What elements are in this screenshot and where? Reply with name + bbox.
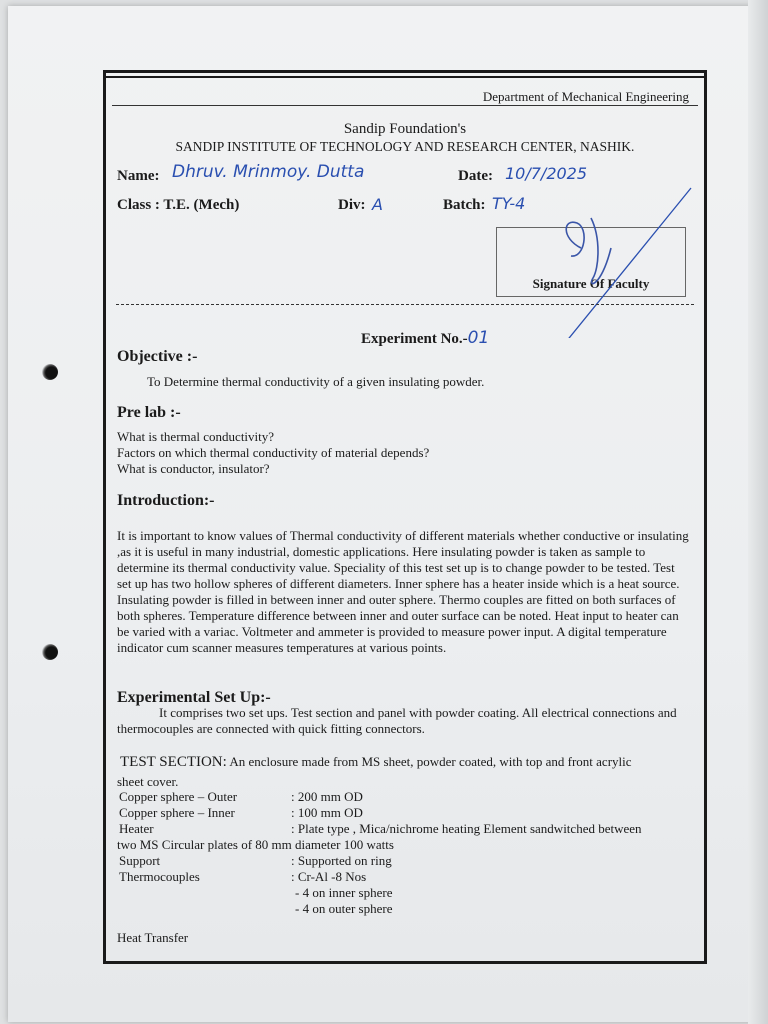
- foundation-title: Sandip Foundation's: [343, 121, 467, 137]
- experiment-label: Experiment No.-: [361, 331, 468, 347]
- department-rule: [112, 105, 698, 106]
- spec-value: : Supported on ring: [291, 853, 392, 868]
- name-label: Name:: [117, 168, 160, 184]
- spec-list-2: [119, 853, 392, 917]
- signature-label: Signature Of Faculty: [532, 276, 650, 291]
- spec-value: : Cr-Al -8 Nos: [291, 869, 367, 884]
- prelab-question: Factors on which thermal conductivity of material depends?: [117, 445, 430, 460]
- batch-label: Batch:: [443, 197, 486, 213]
- faculty-signature-icon: [541, 178, 701, 338]
- institute-title: SANDIP INSTITUTE OF TECHNOLOGY AND RESEARCH CENTER, NASHIK.: [175, 139, 635, 154]
- thermocouple-line: - 4 on inner sphere: [295, 885, 393, 900]
- prelab-questions: [117, 429, 429, 477]
- batch-value: TY-4: [492, 194, 526, 213]
- spec-key: Thermocouples: [119, 869, 200, 884]
- spec-value: : 200 mm OD: [291, 789, 363, 804]
- spec-row: [119, 805, 642, 821]
- punch-hole-bottom: [42, 644, 58, 660]
- spec-row: [119, 885, 392, 901]
- div-value: A: [372, 195, 383, 214]
- heater-continued: two MS Circular plates of 80 mm diameter 100 watts: [117, 837, 394, 852]
- paper-edge: [748, 0, 768, 1024]
- test-section-text-cont: sheet cover.: [117, 774, 179, 789]
- class-label: Class : T.E. (Mech): [117, 197, 240, 213]
- prelab-question: What is conductor, insulator?: [117, 461, 270, 476]
- prelab-heading: Pre lab :-: [117, 404, 181, 421]
- introduction-text: It is important to know values of Thermal conductivity of different materials whether conductive or insulating ,as it is useful in many industrial, domestic applications. Here insulating powder is taken as sample to determine its thermal conductivity value. Speciality of this test set up is to change powder to be tested. Test set up has two hollow spheres of different diameters. Inner sphere has a heater inside which is a heat source. Insulating powder is filled in between inner and outer sphere. Thermo couples are fitted on both surfaces of both spheres. Temperature difference between inner and outer surface can be noted. Heat input to heater can be varied with a variac. Voltmeter and ammeter is provided to measure power input. A digital temperature indicator cum scanner measures temperatures at various points.: [117, 528, 689, 655]
- objective-text: To Determine thermal conductivity of a given insulating powder.: [147, 374, 485, 389]
- introduction-heading: Introduction:-: [117, 492, 215, 509]
- department-header: Department of Mechanical Engineering: [482, 89, 689, 104]
- setup-heading: Experimental Set Up:-: [117, 689, 271, 706]
- test-section-text: An enclosure made from MS sheet, powder coated, with top and front acrylic: [229, 754, 632, 769]
- prelab-question: What is thermal conductivity?: [117, 429, 275, 444]
- spec-key: Copper sphere – Outer: [119, 789, 238, 804]
- objective-heading: Objective :-: [117, 348, 198, 365]
- spec-row: [119, 869, 392, 885]
- experiment-number: 01: [467, 328, 490, 348]
- thermocouple-line: - 4 on outer sphere: [295, 901, 393, 916]
- spec-value: : Plate type , Mica/nichrome heating Element sandwitched between: [291, 821, 642, 836]
- test-section-heading: TEST SECTION:: [120, 754, 227, 770]
- name-value: Dhruv. Mrinmoy. Dutta: [172, 162, 365, 182]
- spec-key: Heater: [119, 821, 154, 836]
- footer-subject: Heat Transfer: [117, 930, 189, 945]
- setup-text: It comprises two set ups. Test section and panel with powder coating. All electrical connections and thermocouples are connected with quick fitting connectors.: [117, 705, 677, 736]
- spec-key: Support: [119, 853, 161, 868]
- spec-key: Copper sphere – Inner: [119, 805, 235, 820]
- spec-row: [119, 853, 392, 869]
- document-frame: [103, 70, 707, 964]
- punch-hole-top: [42, 364, 58, 380]
- spec-row: [119, 901, 392, 917]
- experiment-title: [361, 328, 489, 348]
- spec-list: [119, 789, 642, 837]
- spec-value: : 100 mm OD: [291, 805, 363, 820]
- date-value: 10/7/2025: [505, 164, 588, 183]
- spec-row: [119, 789, 642, 805]
- frame-top-rule: [106, 76, 704, 78]
- test-section-line: [120, 754, 632, 771]
- div-label: Div:: [338, 197, 366, 213]
- date-label: Date:: [458, 168, 493, 184]
- spec-row: [119, 821, 642, 837]
- section-divider: [116, 304, 694, 305]
